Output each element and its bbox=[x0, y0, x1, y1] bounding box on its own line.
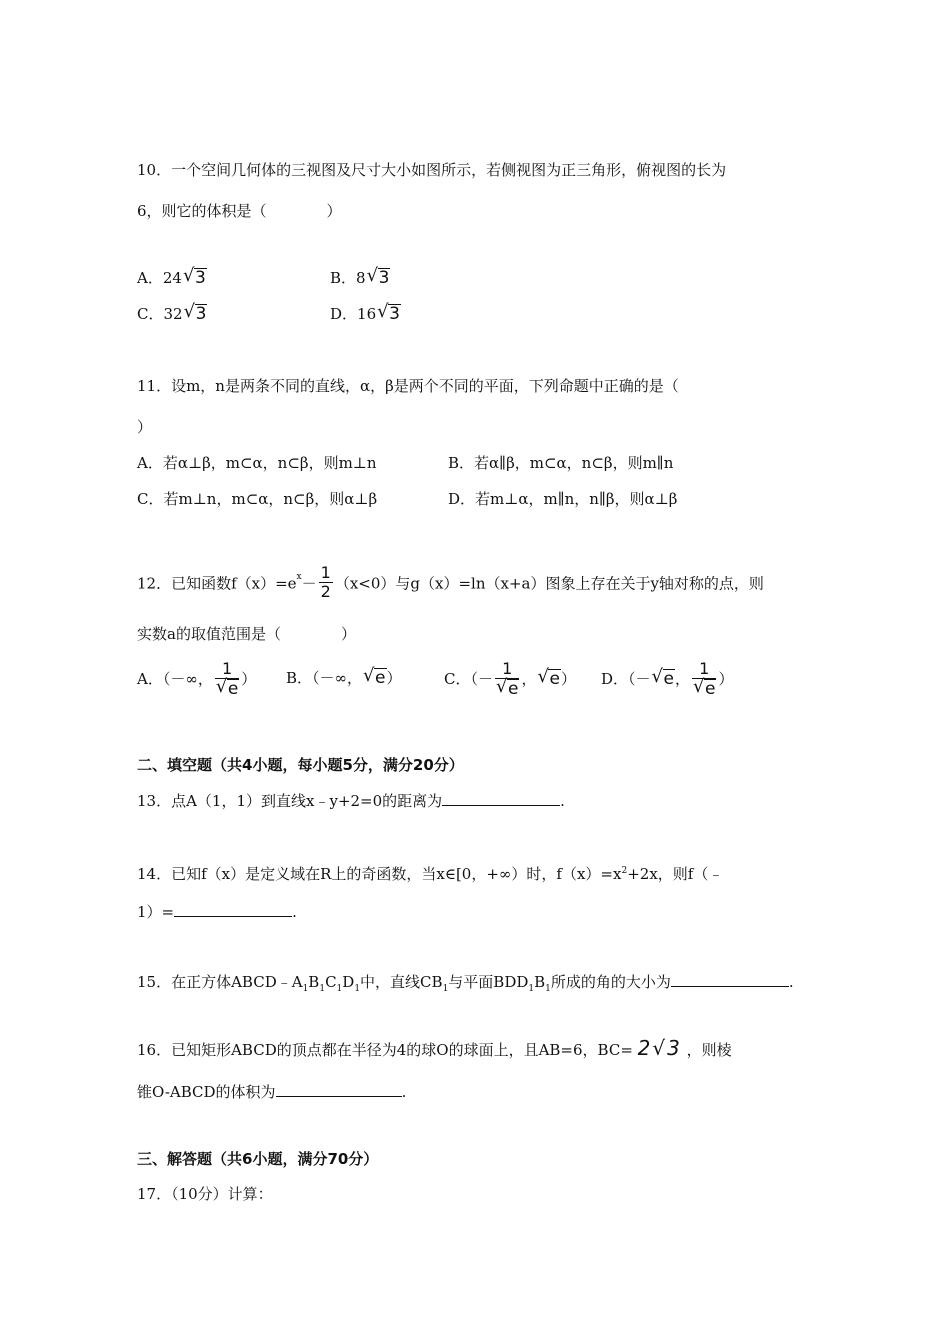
q15-text: B bbox=[308, 973, 320, 991]
q10-option-d bbox=[330, 301, 401, 324]
answer-blank bbox=[442, 791, 560, 806]
sqrt-symbol: √ 3 bbox=[377, 301, 400, 324]
radicand: 3 bbox=[389, 304, 400, 324]
period: . bbox=[292, 903, 297, 921]
subscript: 1 bbox=[442, 984, 449, 994]
q17-line: 17．（10分）计算： bbox=[137, 1185, 273, 1203]
answer-blank bbox=[276, 1082, 402, 1097]
q15-text: 15．在正方体ABCD﹣A bbox=[137, 973, 303, 991]
q14-text-line2: 1）= bbox=[137, 903, 175, 921]
q14-line1 bbox=[137, 861, 723, 884]
exponent: x bbox=[296, 571, 302, 582]
sqrt-symbol: √ e bbox=[215, 676, 239, 699]
fraction-denominator bbox=[215, 676, 239, 699]
q14-line2 bbox=[137, 902, 297, 922]
q14-text-post: +2x，则f（﹣ bbox=[627, 865, 724, 883]
coefficient: 32 bbox=[163, 305, 183, 323]
fraction-numerator: 1 bbox=[320, 563, 331, 582]
answer-blank bbox=[174, 902, 292, 917]
q12-stem-line1 bbox=[137, 563, 764, 603]
q12-option-a bbox=[137, 660, 256, 698]
q12-option-c bbox=[444, 660, 576, 698]
q13-text: 13．点A（1，1）到直线x﹣y+2=0的距离为 bbox=[137, 792, 443, 810]
sqrt-symbol: √ 3 bbox=[183, 301, 207, 324]
close-paren: ） bbox=[560, 670, 576, 688]
option-label: C． bbox=[137, 305, 164, 323]
subscript: 1 bbox=[319, 984, 326, 994]
fraction-denominator bbox=[692, 676, 716, 699]
subscript: 1 bbox=[354, 984, 361, 994]
fraction-one-over-sqrt-e bbox=[495, 660, 519, 698]
q10-option-c bbox=[137, 301, 207, 324]
sqrt-symbol: √ e bbox=[651, 666, 674, 689]
section-2-heading: 二、填空题（共4小题，每小题5分，满分20分） bbox=[137, 756, 464, 774]
fraction-one-over-sqrt-e bbox=[215, 660, 239, 698]
fraction-numerator: 1 bbox=[495, 660, 519, 679]
q15-text: B bbox=[534, 973, 546, 991]
option-label: D． bbox=[330, 305, 358, 323]
q14-text-pre: 14．已知f（x）是定义域在R上的奇函数，当x∈[0，+∞）时，f（x）=x bbox=[137, 865, 622, 883]
comma: ， bbox=[521, 670, 537, 688]
option-text: B．（－∞， bbox=[286, 669, 363, 687]
radicand: 3 bbox=[195, 304, 207, 324]
radicand: e bbox=[663, 669, 674, 689]
q16-line1 bbox=[137, 1038, 732, 1060]
radicand: e bbox=[705, 679, 716, 699]
q15-text: 所成的角的大小为 bbox=[550, 973, 671, 991]
q16-text-line2: 锥O-ABCD的体积为 bbox=[137, 1083, 276, 1101]
q16-text-post: ，则棱 bbox=[686, 1041, 732, 1059]
radicand: 3 bbox=[194, 268, 206, 288]
q10-stem-line1: 10．一个空间几何体的三视图及尺寸大小如图所示，若侧视图为正三角形，俯视图的长为 bbox=[137, 161, 727, 179]
period: . bbox=[788, 973, 794, 991]
subscript: 1 bbox=[302, 984, 309, 994]
q12-text-post: （x<0）与g（x）=ln（x+a）图象上存在关于y轴对称的点，则 bbox=[334, 574, 764, 593]
q15-text: 中，直线CB bbox=[360, 973, 443, 991]
q10-stem-line2: 6，则它的体积是（ ） bbox=[137, 202, 342, 220]
q11-stem-line2: ） bbox=[137, 418, 153, 436]
radicand: e bbox=[227, 679, 239, 699]
q16-line2 bbox=[137, 1082, 406, 1102]
option-label: A． bbox=[137, 269, 163, 287]
sqrt-symbol: √ e bbox=[693, 676, 716, 699]
q15-text: 与平面BDD bbox=[448, 973, 529, 991]
close-paren: ） bbox=[241, 670, 257, 688]
period: . bbox=[401, 1083, 407, 1101]
fraction-numerator: 1 bbox=[692, 660, 716, 679]
radicand: e bbox=[549, 669, 560, 689]
fraction-denominator bbox=[495, 676, 519, 699]
fraction-one-half bbox=[319, 564, 333, 601]
q15-text: C bbox=[325, 973, 337, 991]
q15-text: D bbox=[342, 973, 355, 991]
q12-option-b bbox=[286, 665, 402, 688]
coefficient: 24 bbox=[162, 269, 182, 287]
q12-text-pre: 12．已知函数f（x）=e bbox=[137, 574, 297, 593]
sqrt-symbol: √ 3 bbox=[366, 265, 390, 288]
radicand: 3 bbox=[378, 268, 390, 288]
q11-option-b: B．若α∥β，m⊂α，n⊂β，则m∥n bbox=[448, 454, 674, 472]
option-text: C．（－ bbox=[444, 670, 493, 688]
sqrt-symbol: √ e bbox=[363, 665, 386, 688]
q15-line bbox=[137, 972, 794, 999]
fraction-numerator: 1 bbox=[215, 660, 239, 679]
sqrt-symbol: √ e bbox=[495, 676, 519, 699]
bc-value-image: 2√3 bbox=[637, 1036, 682, 1060]
close-paren: ） bbox=[718, 670, 734, 688]
q11-option-a: A．若α⊥β，m⊂α，n⊂β，则m⊥n bbox=[137, 454, 377, 472]
option-text: A．（－∞， bbox=[137, 670, 213, 688]
section-3-heading: 三、解答题（共6小题，满分70分） bbox=[137, 1150, 379, 1168]
subscript: 1 bbox=[528, 984, 535, 994]
radicand: e bbox=[507, 679, 519, 699]
close-paren: ） bbox=[386, 669, 402, 687]
option-label: B． bbox=[330, 269, 357, 287]
subscript: 1 bbox=[336, 984, 343, 994]
q11-option-d: D．若m⊥α，m∥n，n∥β，则α⊥β bbox=[448, 490, 678, 508]
q11-stem-line1: 11．设m，n是两条不同的直线，α，β是两个不同的平面，下列命题中正确的是（ bbox=[137, 377, 679, 395]
option-text: D．（－ bbox=[601, 670, 651, 688]
coefficient: 8 bbox=[356, 269, 366, 287]
sqrt-symbol: √ e bbox=[537, 666, 560, 689]
q13-line bbox=[137, 791, 565, 811]
answer-blank bbox=[671, 972, 789, 987]
q12-stem-line2: 实数a的取值范围是（ ） bbox=[137, 625, 356, 643]
q12-option-d bbox=[601, 660, 734, 698]
q11-option-c: C．若m⊥n，m⊂α，n⊂β，则α⊥β bbox=[137, 490, 378, 508]
coefficient: 16 bbox=[357, 305, 377, 323]
sqrt-symbol: √ 3 bbox=[182, 265, 206, 288]
fraction-one-over-sqrt-e bbox=[692, 660, 716, 698]
exponent: 2 bbox=[621, 866, 628, 876]
fraction-denominator: 2 bbox=[320, 582, 331, 601]
radicand: e bbox=[375, 668, 386, 688]
q10-option-b bbox=[330, 265, 390, 288]
q10-option-a bbox=[137, 265, 207, 288]
q16-text-pre: 16．已知矩形ABCD的顶点都在半径为4的球O的球面上，且AB=6，BC= bbox=[137, 1041, 633, 1059]
period: . bbox=[560, 792, 565, 810]
comma: ， bbox=[675, 670, 691, 688]
minus-sign: － bbox=[301, 574, 317, 593]
subscript: 1 bbox=[545, 984, 551, 994]
